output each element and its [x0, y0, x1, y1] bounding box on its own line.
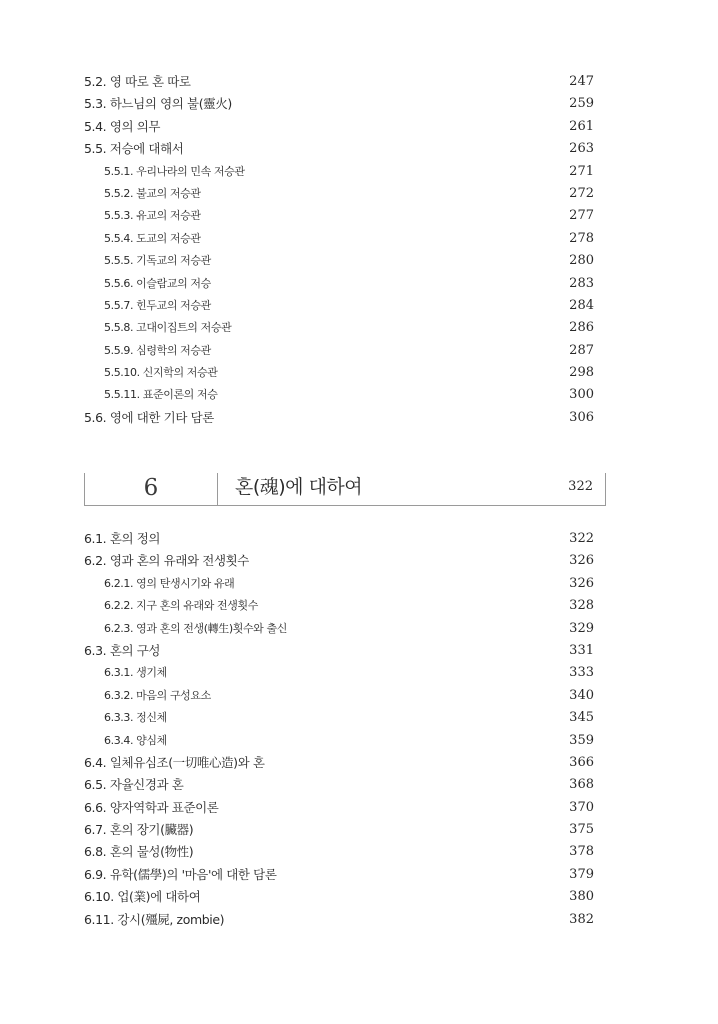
toc-entry[interactable] — [84, 752, 594, 774]
toc-entry-page: 340 — [569, 687, 594, 703]
toc-subentry[interactable] — [84, 183, 594, 205]
toc-subentry[interactable] — [84, 340, 594, 362]
toc-entry-page: 379 — [569, 866, 594, 882]
toc-entry-title: 6.2.1. 영의 탄생시기와 유래 — [104, 576, 235, 590]
toc-entry-page: 345 — [569, 710, 594, 726]
toc-entry-title: 6.11. 강시(殭屍, zombie) — [84, 911, 225, 927]
toc-entry-title: 5.5.8. 고대이집트의 저승관 — [104, 321, 232, 335]
toc-subentry[interactable] — [84, 228, 594, 250]
chapter-header[interactable] — [84, 473, 606, 506]
toc-entry-page: 359 — [569, 732, 594, 748]
toc-subentry[interactable] — [84, 595, 594, 617]
chapter-title: 혼(魂)에 대하여 — [235, 476, 363, 498]
chapter-header-divider — [217, 473, 218, 506]
toc-entry-page: 326 — [569, 553, 594, 569]
toc-entry-page: 280 — [569, 253, 594, 269]
toc-subentry[interactable] — [84, 730, 594, 752]
toc-entry-page: 287 — [569, 342, 594, 358]
toc-subentry[interactable] — [84, 618, 594, 640]
toc-entry-page: 306 — [569, 409, 594, 425]
toc-entry-page: 375 — [569, 822, 594, 838]
toc-entry-title: 5.5.4. 도교의 저승관 — [104, 231, 201, 245]
toc-entry-page: 284 — [569, 297, 594, 313]
toc-entry-title: 5.5.10. 신지학의 저승관 — [104, 366, 218, 380]
toc-entry-title: 5.5.11. 표준이론의 저승 — [104, 388, 218, 402]
toc-entry-title: 5.3. 하느님의 영의 불(靈火) — [84, 96, 232, 112]
toc-entry[interactable] — [84, 774, 594, 796]
toc-entry[interactable] — [84, 886, 594, 908]
toc-entry-page: 261 — [569, 118, 594, 134]
toc-entry-page: 322 — [569, 531, 594, 546]
toc-entry-page: 300 — [569, 387, 594, 403]
toc-entry-page: 368 — [569, 777, 594, 793]
toc-entry-title: 5.6. 영에 대한 기타 담론 — [84, 409, 214, 425]
toc-entry-page: 277 — [569, 208, 594, 224]
toc-entry-title: 6.9. 유학(儒學)의 '마음'에 대한 담론 — [84, 866, 277, 882]
toc-entry-title: 6.5. 자율신경과 혼 — [84, 777, 184, 793]
toc-entry-title: 6.3.4. 양심체 — [104, 733, 167, 747]
toc-entry-page: 366 — [569, 754, 594, 770]
toc-entry-title: 5.5.9. 심령학의 저승관 — [104, 343, 211, 357]
toc-subentry[interactable] — [84, 161, 594, 183]
toc-entry-page: 298 — [569, 365, 594, 381]
toc-entry-title: 5.5.7. 힌두교의 저승관 — [104, 298, 211, 312]
toc-subentry[interactable] — [84, 317, 594, 339]
toc-entry[interactable] — [84, 909, 594, 931]
toc-entry[interactable] — [84, 407, 594, 429]
toc-entry-page: 286 — [569, 320, 594, 336]
toc-section-6 — [84, 528, 594, 931]
toc-entry-title: 6.2. 영과 혼의 유래와 전생횟수 — [84, 553, 249, 569]
toc-entry[interactable] — [84, 841, 594, 863]
toc-entry-title: 5.5. 저승에 대해서 — [84, 141, 184, 157]
toc-subentry[interactable] — [84, 295, 594, 317]
toc-entry-title: 6.8. 혼의 물성(物性) — [84, 844, 194, 860]
toc-entry-title: 5.2. 영 따로 혼 따로 — [84, 74, 191, 89]
toc-entry-title: 5.5.2. 불교의 저승관 — [104, 186, 201, 200]
toc-entry-page: 382 — [569, 911, 594, 927]
toc-entry-page: 271 — [569, 163, 594, 179]
toc-entry-title: 6.6. 양자역학과 표준이론 — [84, 799, 219, 815]
toc-entry-page: 370 — [569, 799, 594, 815]
toc-entry[interactable] — [84, 864, 594, 886]
toc-entry-title: 6.2.2. 지구 혼의 유래와 전생횟수 — [104, 599, 258, 613]
toc-entry[interactable] — [84, 640, 594, 662]
toc-entry[interactable] — [84, 797, 594, 819]
toc-subentry[interactable] — [84, 662, 594, 684]
toc-section-5 — [84, 71, 594, 429]
toc-subentry[interactable] — [84, 707, 594, 729]
chapter-number: 6 — [143, 475, 159, 501]
toc-entry-title: 5.5.3. 유교의 저승관 — [104, 209, 201, 223]
toc-entry[interactable] — [84, 116, 594, 138]
toc-entry-page: 259 — [569, 96, 594, 112]
toc-entry-page: 331 — [569, 642, 594, 658]
toc-entry-title: 6.3.3. 정신체 — [104, 711, 167, 725]
toc-entry-page: 378 — [569, 844, 594, 860]
toc-entry[interactable] — [84, 528, 594, 550]
toc-entry[interactable] — [84, 819, 594, 841]
toc-entry-title: 6.1. 혼의 정의 — [84, 531, 161, 546]
toc-entry-page: 247 — [569, 74, 594, 89]
toc-entry-title: 6.7. 혼의 장기(臟器) — [84, 822, 194, 838]
toc-entry-title: 6.4. 일체유심조(一切唯心造)와 혼 — [84, 754, 265, 770]
toc-entry[interactable] — [84, 71, 594, 93]
toc-entry-page: 329 — [569, 620, 594, 636]
toc-subentry[interactable] — [84, 273, 594, 295]
toc-subentry[interactable] — [84, 384, 594, 406]
toc-entry[interactable] — [84, 93, 594, 115]
toc-entry[interactable] — [84, 138, 594, 160]
toc-subentry[interactable] — [84, 205, 594, 227]
toc-entry-page: 333 — [569, 665, 594, 681]
toc-entry-title: 6.3.2. 마음의 구성요소 — [104, 688, 211, 702]
toc-entry-page: 272 — [569, 185, 594, 201]
toc-entry-title: 5.4. 영의 의무 — [84, 118, 161, 134]
toc-entry-title: 6.3.1. 생기체 — [104, 666, 167, 680]
toc-subentry[interactable] — [84, 573, 594, 595]
toc-entry-page: 326 — [569, 575, 594, 591]
toc-entry-title: 6.2.3. 영과 혼의 전생(轉生)횟수와 출신 — [104, 621, 287, 635]
toc-entry-page: 283 — [569, 275, 594, 291]
toc-entry-page: 328 — [569, 598, 594, 614]
toc-entry-page: 380 — [569, 889, 594, 905]
toc-entry-page: 278 — [569, 230, 594, 246]
toc-entry[interactable] — [84, 550, 594, 572]
toc-entry-title: 5.5.5. 기독교의 저승관 — [104, 254, 211, 268]
toc-subentry[interactable] — [84, 250, 594, 272]
toc-entry-page: 263 — [569, 141, 594, 157]
toc-entry-title: 6.10. 업(業)에 대하여 — [84, 889, 201, 905]
toc-entry-title: 5.5.1. 우리나라의 민속 저승관 — [104, 164, 245, 178]
toc-subentry[interactable] — [84, 685, 594, 707]
chapter-page: 322 — [568, 479, 593, 494]
toc-entry-title: 5.5.6. 이슬람교의 저승 — [104, 276, 211, 290]
toc-subentry[interactable] — [84, 362, 594, 384]
toc-entry-title: 6.3. 혼의 구성 — [84, 642, 161, 658]
